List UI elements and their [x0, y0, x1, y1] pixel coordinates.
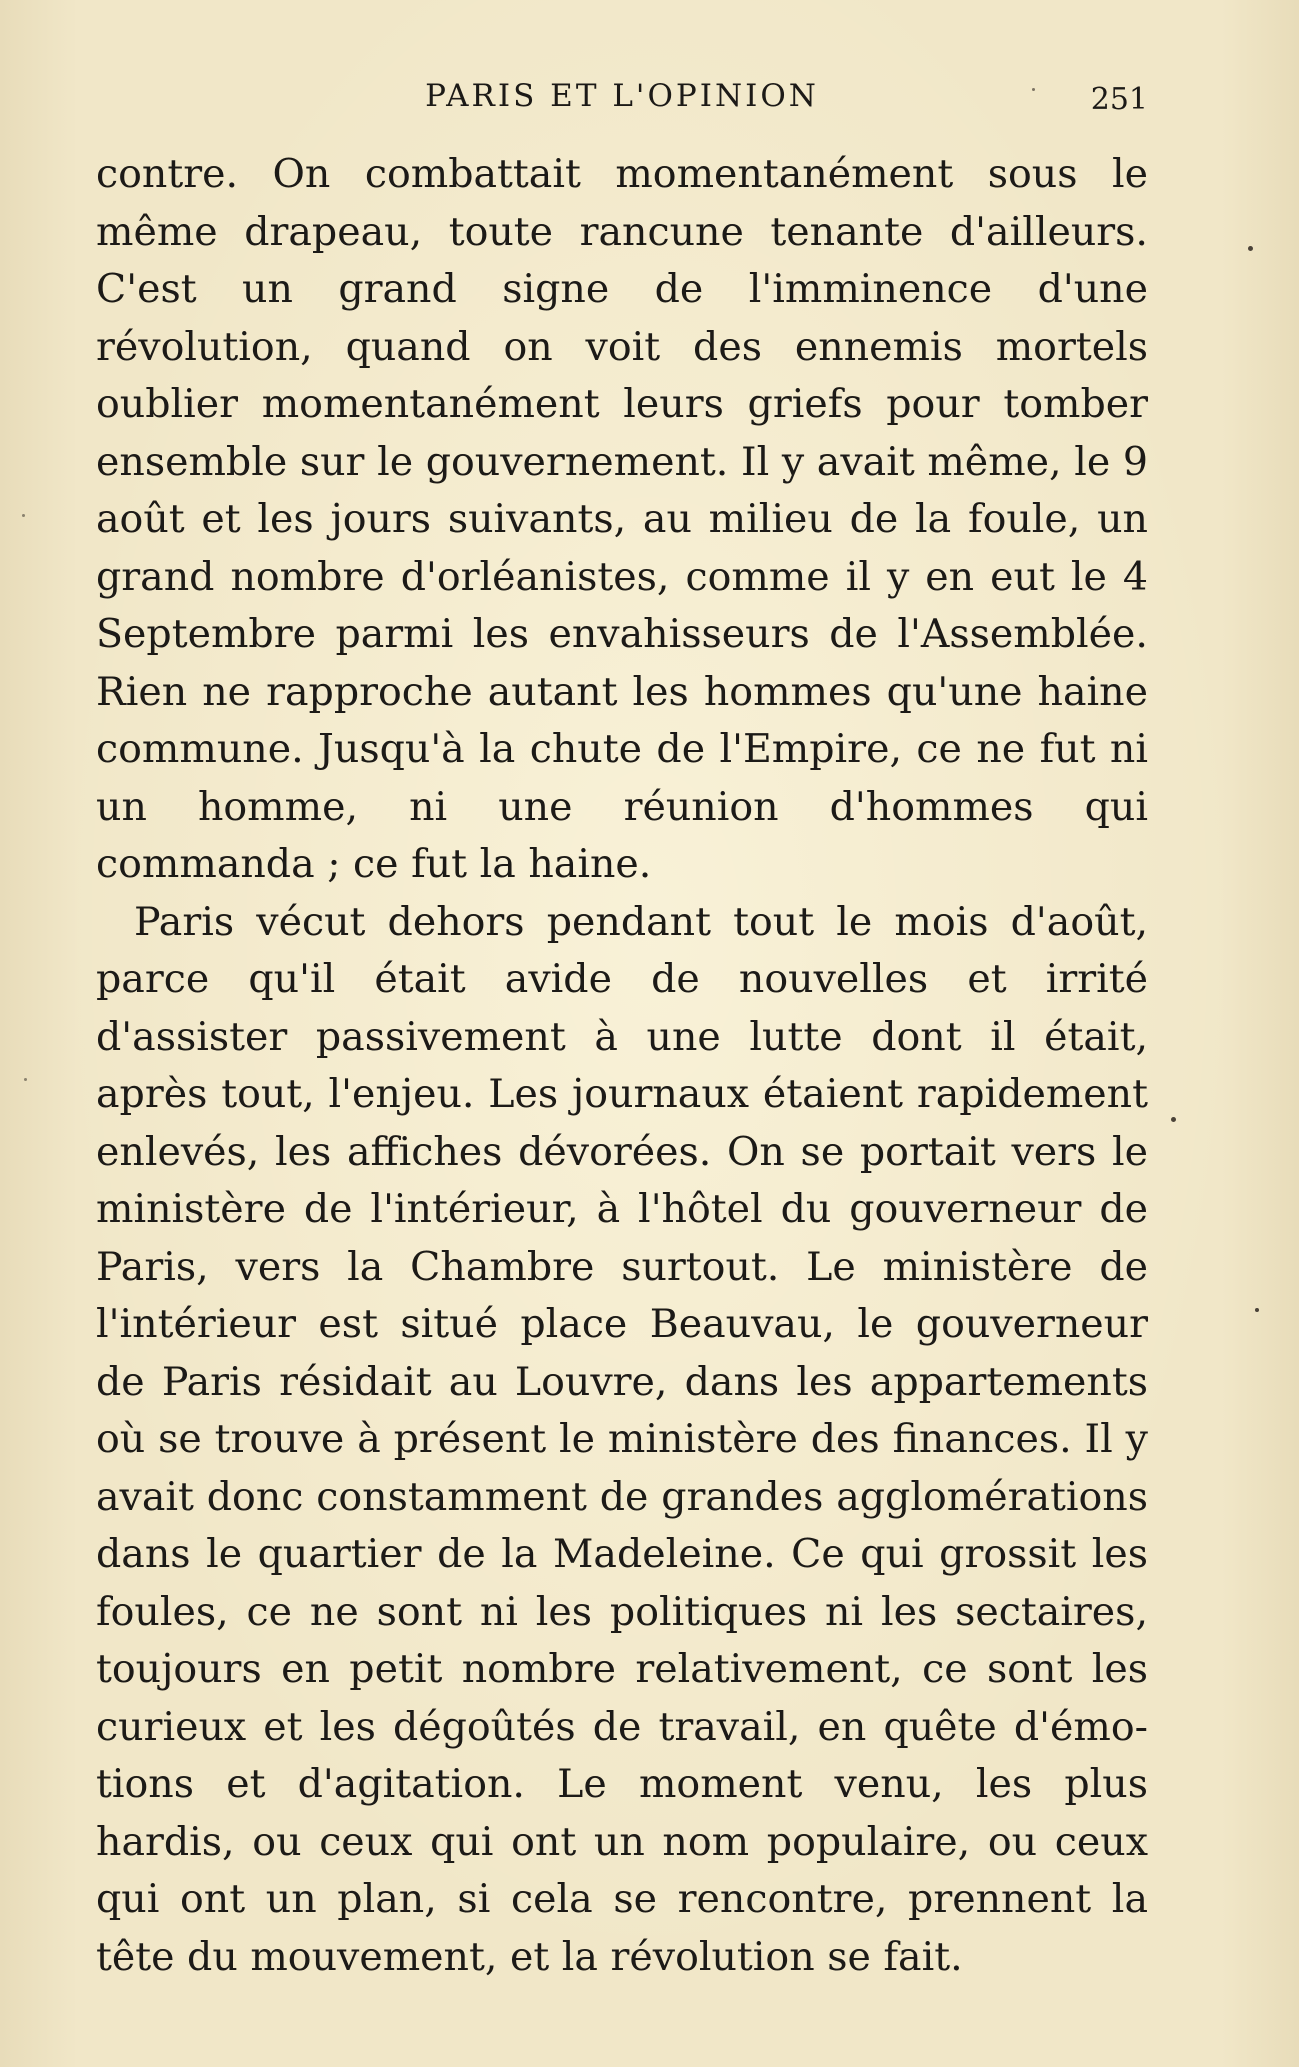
- print-speck: [1255, 1308, 1259, 1312]
- body-text: [96, 146, 1148, 1986]
- paragraph: Paris vécut dehors pendant tout le mois d'août, parce qu'il était avide de nouvelles et irrité d'assister passivement à une lutte dont il était, après tout, l'enjeu. Les journaux étaient rapidement enlevés, les affiches dévorées. On se portait vers le ministère de l'intérieur, à l'hôtel du gouverneur de Paris, vers la Chambre surtout. Le ministère de l'intérieur est situé place Beauvau, le gouverneur de Paris résidait au Louvre, dans les appartements où se trouve à présent le ministère des finances. Il y avait donc constamment de grandes agglomérations dans le quartier de la Madeleine. Ce qui grossit les foules, ce ne sont ni les politiques ni les sectaires, toujours en petit nombre relativement, ce sont les curieux et les dégoûtés de travail, en quête d'émotions et d'agitation. Le moment venu, les plus hardis, ou ceux qui ont un nom populaire, ou ceux qui ont un plan, si cela se rencontre, prennent la tête du mouvement, et la révolution se fait.: [96, 898, 1148, 1980]
- print-speck: [1248, 246, 1253, 251]
- running-head: [96, 78, 1148, 118]
- running-title: PARIS ET L'OPINION: [425, 78, 819, 114]
- paragraph: contre. On combattait momentanément sous le même drapeau, toute rancune tenante d'ailleurs. C'est un grand signe de l'imminence d'une révolution, quand on voit des ennemis mortels oublier momentanément leurs griefs pour tomber ensemble sur le gouvernement. Il y avait même, le 9 août et les jours suivants, au milieu de la foule, un grand nombre d'orléanistes, comme il y en eut le 4 Septembre parmi les envahisseurs de l'Assemblée. Rien ne rapproche autant les hommes qu'une haine commune. Jusqu'à la chute de l'Empire, ce ne fut ni un homme, ni une réunion d'hommes qui commanda ; ce fut la haine.: [96, 151, 1148, 887]
- print-speck: [24, 1078, 27, 1081]
- print-speck: [22, 514, 25, 517]
- print-speck: [1032, 88, 1035, 91]
- print-speck: [1171, 1117, 1176, 1122]
- page-number: 251: [1090, 82, 1148, 117]
